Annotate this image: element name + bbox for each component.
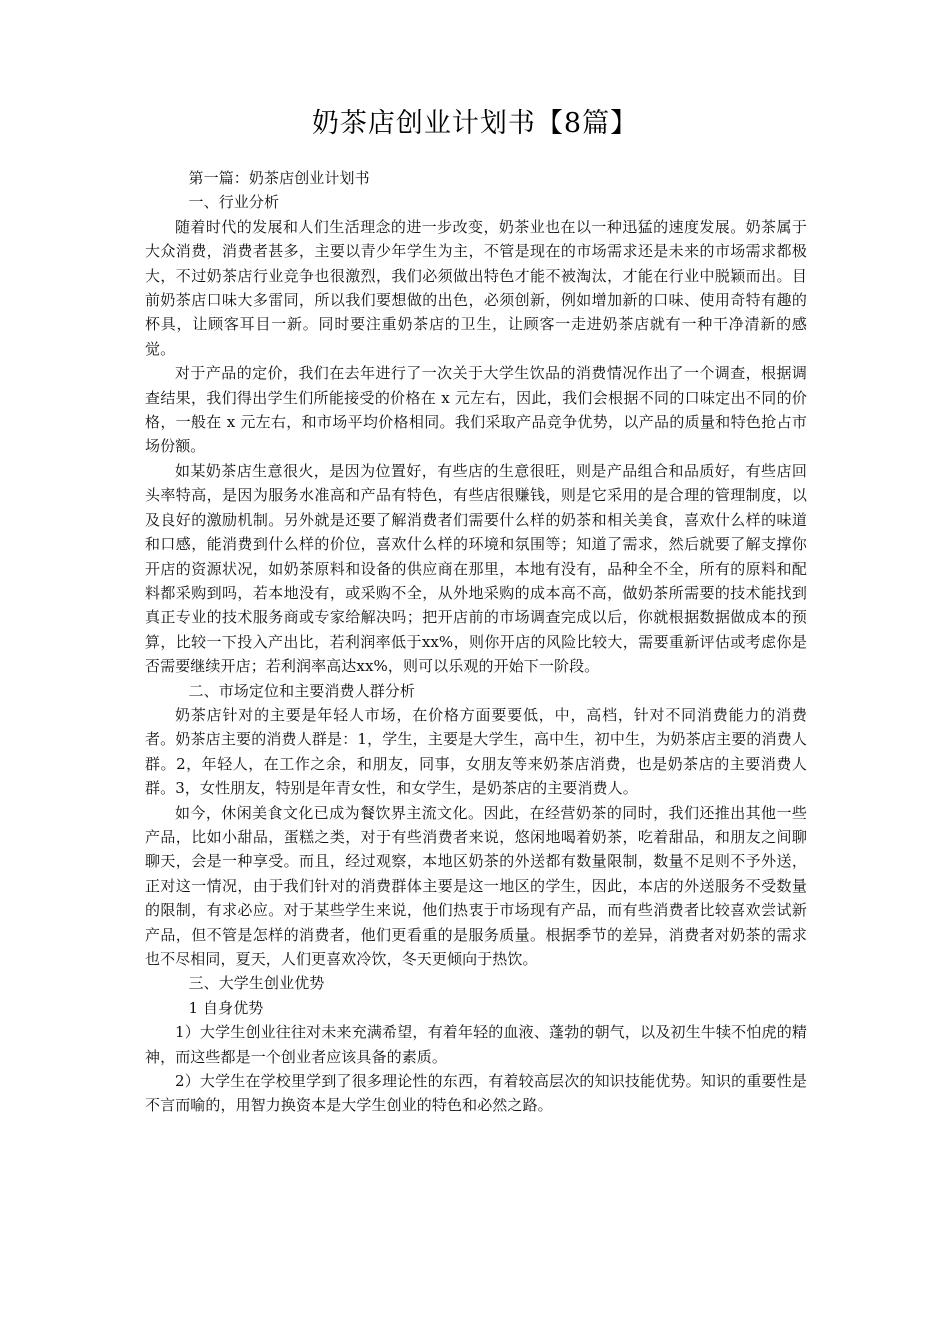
- subsection-heading: 1 自身优势: [188, 998, 264, 1017]
- section-heading: 二、市场定位和主要消费人群分析: [188, 681, 416, 700]
- paragraph: 对于产品的定价，我们在去年进行了一次关于大学生饮品的消费情况作出了一个调查，根据调查结果，我们得出学生们所能接受的价格在 x 元左右，因此，我们会根据不同的口味定出不同的价格，一般在 x 元左右，和市场平均价格相同。我们采取产品竞争优势，以产品的质量和特色抢占市场份额。: [145, 364, 807, 456]
- section-heading: 第一篇：奶茶店创业计划书: [188, 169, 370, 187]
- section-heading: 一、行业分析: [188, 193, 280, 212]
- paragraph: 奶茶店针对的主要是年轻人市场，在价格方面要要低，中，高档，针对不同消费能力的消费者。奶茶店主要的消费人群是：1，学生，主要是大学生，高中生，初中生，为奶茶店主要的消费人群。2，年轻人，在工作之余，和朋友，同事，女朋友等来奶茶店消费，也是奶茶店的主要消费人群。3，女性朋友，特别是年青女性，和女学生，是奶茶店的主要消费人。: [145, 705, 807, 798]
- document-body: [145, 166, 807, 1118]
- document-title: 奶茶店创业计划书【8篇】: [311, 108, 639, 139]
- paragraph: 2）大学生在学校里学到了很多理论性的东西，有着较高层次的知识技能优势。知识的重要性是不言而喻的，用智力换资本是大学生创业的特色和必然之路。: [145, 1072, 807, 1115]
- paragraph: 1）大学生创业往往对未来充满希望，有着年轻的血液、蓬勃的朝气，以及初生牛犊不怕虎的精神，而这些都是一个创业者应该具备的素质。: [145, 1023, 807, 1066]
- section-heading: 三、大学生创业优势: [188, 974, 325, 993]
- paragraph: 如今，休闲美食文化已成为餐饮界主流文化。因此，在经营奶茶的同时，我们还推出其他一些产品，比如小甜品，蛋糕之类，对于有些消费者来说，悠闲地喝着奶茶，吃着甜品，和朋友之间聊聊天，会是一种享受。而且，经过观察，本地区奶茶的外送都有数量限制，数量不足则不予外送，正对这一情况，由于我们针对的消费群体主要是这一地区的学生，因此，本店的外送服务不受数量的限制，有求必应。对于某些学生来说，他们热衷于市场现有产品，而有些消费者比较喜欢尝试新产品，但不管是怎样的消费者，他们更看重的是服务质量。根据季节的差异，消费者对奶茶的需求也不尽相同，夏天，人们更喜欢冷饮，冬天更倾向于热饮。: [145, 803, 807, 968]
- paragraph: 随着时代的发展和人们生活理念的进一步改变，奶茶业也在以一种迅猛的速度发展。奶茶属于大众消费，消费者甚多，主要以青少年学生为主，不管是现在的市场需求还是未来的市场需求都极大，不过奶茶店行业竞争也很激烈，我们必须做出特色才能不被淘汰，才能在行业中脱颖而出。目前奶茶店口味大多雷同，所以我们要想做的出色，必须创新，例如增加新的口味、使用奇特有趣的杯具，让顾客耳目一新。同时要注重奶茶店的卫生，让顾客一走进奶茶店就有一种干净清新的感觉。: [145, 217, 807, 358]
- paragraph: 如某奶茶店生意很火，是因为位置好，有些店的生意很旺，则是产品组合和品质好，有些店回头率特高，是因为服务水准高和产品有特色，有些店很赚钱，则是它采用的是合理的管理制度，以及良好的激励机制。另外就是还要了解消费者们需要什么样的奶茶和相关美食，喜欢什么样的味道和口感，能消费到什么样的价位，喜欢什么样的环境和氛围等；知道了需求，然后就要了解支撑你开店的资源状况，如奶茶原料和设备的供应商在那里，本地有没有，品种全不全，所有的原料和配料都采购到吗，若本地没有，或采购不全，从外地采购的成本高不高，做奶茶所需要的技术能找到真正专业的技术服务商或专家给解决吗；把开店前的市场调查完成以后，你就根据数据做成本的预算，比较一下投入产出比，若利润率低于xx%，则你开店的风险比较大，需要重新评估或考虑你是否需要继续开店；若利润率高达xx%，则可以乐观的开始下一阶段。: [145, 461, 807, 676]
